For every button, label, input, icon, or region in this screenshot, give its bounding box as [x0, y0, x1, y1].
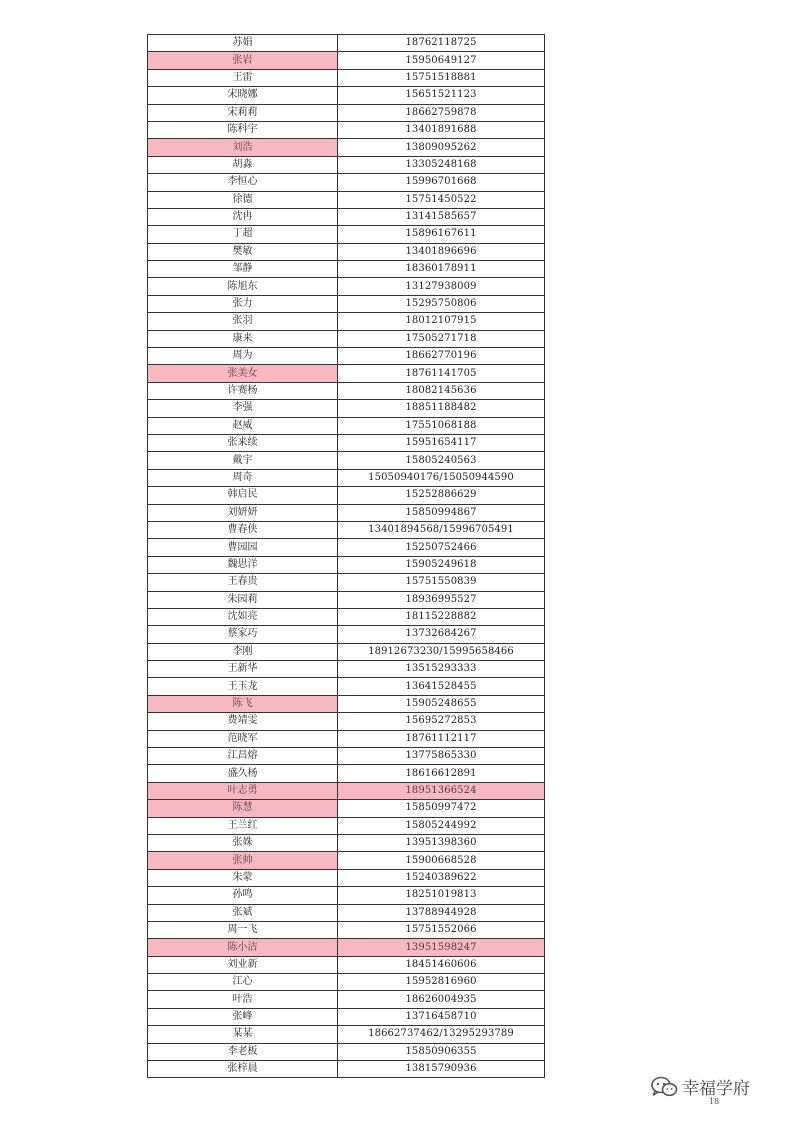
- contact-name-cell: 许赛杨: [148, 382, 338, 399]
- contact-name-cell: 张力: [148, 295, 338, 312]
- table-row: [148, 452, 545, 469]
- contact-name-cell: 周一飞: [148, 921, 338, 938]
- table-row: [148, 574, 545, 591]
- contact-phone-cell: 15900668528: [338, 852, 545, 869]
- table-row: [148, 539, 545, 556]
- contact-phone-cell: 15295750806: [338, 295, 545, 312]
- table-row: [148, 469, 545, 486]
- contact-phone-cell: 18451460606: [338, 956, 545, 973]
- contact-phone-cell: 15805240563: [338, 452, 545, 469]
- contact-phone-cell: 13641528455: [338, 678, 545, 695]
- table-row: [148, 330, 545, 347]
- table-row: [148, 313, 545, 330]
- watermark-text: 幸福学府: [682, 1079, 750, 1099]
- table-row: [148, 782, 545, 799]
- contact-phone-cell: 13401896696: [338, 243, 545, 260]
- table-row: [148, 191, 545, 208]
- table-row: [148, 956, 545, 973]
- table-row: [148, 869, 545, 886]
- contact-name-cell: 朱园莉: [148, 591, 338, 608]
- table-row: [148, 661, 545, 678]
- table-row: [148, 417, 545, 434]
- table-row: [148, 765, 545, 782]
- contact-phone-cell: 18012107915: [338, 313, 545, 330]
- watermark: [650, 1074, 750, 1099]
- contact-phone-cell: 18662770196: [338, 348, 545, 365]
- contact-phone-cell: 15050940176/15050944590: [338, 469, 545, 486]
- contact-name-cell: 孙鸣: [148, 887, 338, 904]
- table-row: [148, 35, 545, 52]
- contact-phone-cell: 13515293333: [338, 661, 545, 678]
- table-row: [148, 556, 545, 573]
- contact-name-cell: 朱蒙: [148, 869, 338, 886]
- contact-name-cell: 李刚: [148, 643, 338, 660]
- contact-phone-cell: 18082145636: [338, 382, 545, 399]
- contact-name-cell: 刘业新: [148, 956, 338, 973]
- table-row: [148, 887, 545, 904]
- contact-name-cell: 陈旭东: [148, 278, 338, 295]
- contact-phone-cell: 15850997472: [338, 800, 545, 817]
- contact-phone-cell: 13401894568/15996705491: [338, 521, 545, 538]
- contact-phone-cell: 15751550839: [338, 574, 545, 591]
- contact-phone-cell: 13141585657: [338, 208, 545, 225]
- contact-name-cell: 叶浩: [148, 991, 338, 1008]
- contact-name-cell: 范晓军: [148, 730, 338, 747]
- contact-name-cell: 李强: [148, 400, 338, 417]
- contact-phone-cell: 15850906355: [338, 1043, 545, 1060]
- contact-phone-cell: 15950649127: [338, 52, 545, 69]
- contact-name-cell: 王雷: [148, 69, 338, 86]
- contact-phone-cell: 15996701668: [338, 174, 545, 191]
- table-row: [148, 904, 545, 921]
- table-row: [148, 834, 545, 851]
- contact-phone-cell: 13401891688: [338, 121, 545, 138]
- contact-phone-cell: 18951366524: [338, 782, 545, 799]
- page-number: 18: [709, 1097, 720, 1106]
- contact-name-cell: 叶志勇: [148, 782, 338, 799]
- contact-name-cell: 张梓晨: [148, 1061, 338, 1078]
- contact-name-cell: 陈小洁: [148, 939, 338, 956]
- contact-name-cell: 周奇: [148, 469, 338, 486]
- contact-phone-cell: 15252886629: [338, 487, 545, 504]
- contact-name-cell: 盛久杨: [148, 765, 338, 782]
- contact-phone-cell: 13788944928: [338, 904, 545, 921]
- table-row: [148, 817, 545, 834]
- contact-phone-cell: 17551068188: [338, 417, 545, 434]
- table-row: [148, 678, 545, 695]
- contact-name-cell: 张美女: [148, 365, 338, 382]
- table-row: [148, 748, 545, 765]
- contact-phone-cell: 15250752466: [338, 539, 545, 556]
- contact-name-cell: 某某: [148, 1026, 338, 1043]
- contact-phone-cell: 18912673230/15995658466: [338, 643, 545, 660]
- contact-phone-cell: 18662737462/13295293789: [338, 1026, 545, 1043]
- contact-phone-cell: 13127938009: [338, 278, 545, 295]
- contact-phone-cell: 18662759878: [338, 104, 545, 121]
- contact-name-cell: 费靖雯: [148, 713, 338, 730]
- contact-phone-cell: 18762118725: [338, 35, 545, 52]
- contact-name-cell: 苏娟: [148, 35, 338, 52]
- contact-name-cell: 邹静: [148, 261, 338, 278]
- table-row: [148, 87, 545, 104]
- contact-phone-cell: 15805244992: [338, 817, 545, 834]
- contact-phone-cell: 15952816960: [338, 974, 545, 991]
- contact-phone-cell: 18616612891: [338, 765, 545, 782]
- contact-name-cell: 沈如亮: [148, 608, 338, 625]
- contact-phone-cell: 18851188482: [338, 400, 545, 417]
- contact-name-cell: 周为: [148, 348, 338, 365]
- contact-name-cell: 陈慧: [148, 800, 338, 817]
- table-row: [148, 504, 545, 521]
- contact-name-cell: 胡淼: [148, 156, 338, 173]
- table-row: [148, 974, 545, 991]
- contact-phone-cell: 18761141705: [338, 365, 545, 382]
- contact-name-cell: 刘浩: [148, 139, 338, 156]
- contact-phone-cell: 15695272853: [338, 713, 545, 730]
- contact-phone-cell: 13951398360: [338, 834, 545, 851]
- contact-phone-cell: 13716458710: [338, 1008, 545, 1025]
- contact-name-cell: 江心: [148, 974, 338, 991]
- table-row: [148, 939, 545, 956]
- table-row: [148, 1043, 545, 1060]
- table-row: [148, 487, 545, 504]
- contact-phone-cell: 13815790936: [338, 1061, 545, 1078]
- table-row: [148, 921, 545, 938]
- contact-phone-cell: 15751552066: [338, 921, 545, 938]
- table-row: [148, 643, 545, 660]
- table-row: [148, 1061, 545, 1078]
- contact-name-cell: 王春贵: [148, 574, 338, 591]
- contact-name-cell: 魏思洋: [148, 556, 338, 573]
- table-row: [148, 261, 545, 278]
- contact-name-cell: 蔡家巧: [148, 626, 338, 643]
- contact-phone-cell: 15240389622: [338, 869, 545, 886]
- contact-name-cell: 陈科宇: [148, 121, 338, 138]
- table-row: [148, 121, 545, 138]
- wechat-icon: [650, 1075, 678, 1099]
- table-row: [148, 226, 545, 243]
- contact-name-cell: 张羽: [148, 313, 338, 330]
- contact-name-cell: 江昌熔: [148, 748, 338, 765]
- contact-name-cell: 康来: [148, 330, 338, 347]
- contact-name-cell: 张来续: [148, 434, 338, 451]
- table-row: [148, 591, 545, 608]
- contact-phone-cell: 13775865330: [338, 748, 545, 765]
- contact-phone-cell: 13951598247: [338, 939, 545, 956]
- table-row: [148, 626, 545, 643]
- contact-phone-cell: 13732684267: [338, 626, 545, 643]
- table-row: [148, 695, 545, 712]
- table-row: [148, 730, 545, 747]
- table-row: [148, 243, 545, 260]
- contact-name-cell: 樊敏: [148, 243, 338, 260]
- contact-name-cell: 张斌: [148, 904, 338, 921]
- contact-name-cell: 徐德: [148, 191, 338, 208]
- contact-phone-cell: 15951654117: [338, 434, 545, 451]
- contact-table: [147, 34, 545, 1078]
- table-row: [148, 208, 545, 225]
- contact-name-cell: 韩启民: [148, 487, 338, 504]
- table-row: [148, 1008, 545, 1025]
- contact-name-cell: 李恒心: [148, 174, 338, 191]
- contact-name-cell: 李老板: [148, 1043, 338, 1060]
- table-row: [148, 713, 545, 730]
- contact-phone-cell: 15905249618: [338, 556, 545, 573]
- contact-phone-cell: 18360178911: [338, 261, 545, 278]
- contact-phone-cell: 13809095262: [338, 139, 545, 156]
- contact-phone-cell: 17505271718: [338, 330, 545, 347]
- contact-name-cell: 王新华: [148, 661, 338, 678]
- table-row: [148, 521, 545, 538]
- contact-name-cell: 刘妍妍: [148, 504, 338, 521]
- contact-phone-cell: 18251019813: [338, 887, 545, 904]
- contact-phone-cell: 15896167611: [338, 226, 545, 243]
- contact-name-cell: 曹园园: [148, 539, 338, 556]
- contact-name-cell: 王兰红: [148, 817, 338, 834]
- contact-name-cell: 张姝: [148, 834, 338, 851]
- contact-name-cell: 曹春侠: [148, 521, 338, 538]
- table-row: [148, 400, 545, 417]
- table-row: [148, 1026, 545, 1043]
- contact-phone-cell: 18626004935: [338, 991, 545, 1008]
- contact-name-cell: 张岩: [148, 52, 338, 69]
- table-row: [148, 174, 545, 191]
- table-row: [148, 852, 545, 869]
- contact-phone-cell: 18115228882: [338, 608, 545, 625]
- contact-phone-cell: 15850994867: [338, 504, 545, 521]
- table-row: [148, 608, 545, 625]
- contact-name-cell: 陈飞: [148, 695, 338, 712]
- table-row: [148, 365, 545, 382]
- contact-phone-cell: 15651521123: [338, 87, 545, 104]
- contact-phone-cell: 18761112117: [338, 730, 545, 747]
- table-row: [148, 434, 545, 451]
- contact-name-cell: 宋晓娜: [148, 87, 338, 104]
- contact-phone-cell: 15751518881: [338, 69, 545, 86]
- contact-name-cell: 张峰: [148, 1008, 338, 1025]
- contact-name-cell: 张帅: [148, 852, 338, 869]
- contact-phone-cell: 15905248655: [338, 695, 545, 712]
- table-row: [148, 800, 545, 817]
- contact-table-body: [148, 35, 545, 1078]
- contact-phone-cell: 18936995527: [338, 591, 545, 608]
- table-row: [148, 52, 545, 69]
- table-row: [148, 991, 545, 1008]
- table-row: [148, 104, 545, 121]
- table-row: [148, 139, 545, 156]
- table-row: [148, 278, 545, 295]
- contact-name-cell: 王玉龙: [148, 678, 338, 695]
- table-row: [148, 69, 545, 86]
- contact-name-cell: 戴宇: [148, 452, 338, 469]
- table-row: [148, 295, 545, 312]
- table-row: [148, 156, 545, 173]
- contact-name-cell: 宋莉莉: [148, 104, 338, 121]
- table-row: [148, 348, 545, 365]
- contact-phone-cell: 15751450522: [338, 191, 545, 208]
- table-row: [148, 382, 545, 399]
- contact-phone-cell: 13305248168: [338, 156, 545, 173]
- contact-name-cell: 沈冉: [148, 208, 338, 225]
- contact-name-cell: 赵威: [148, 417, 338, 434]
- contact-name-cell: 丁超: [148, 226, 338, 243]
